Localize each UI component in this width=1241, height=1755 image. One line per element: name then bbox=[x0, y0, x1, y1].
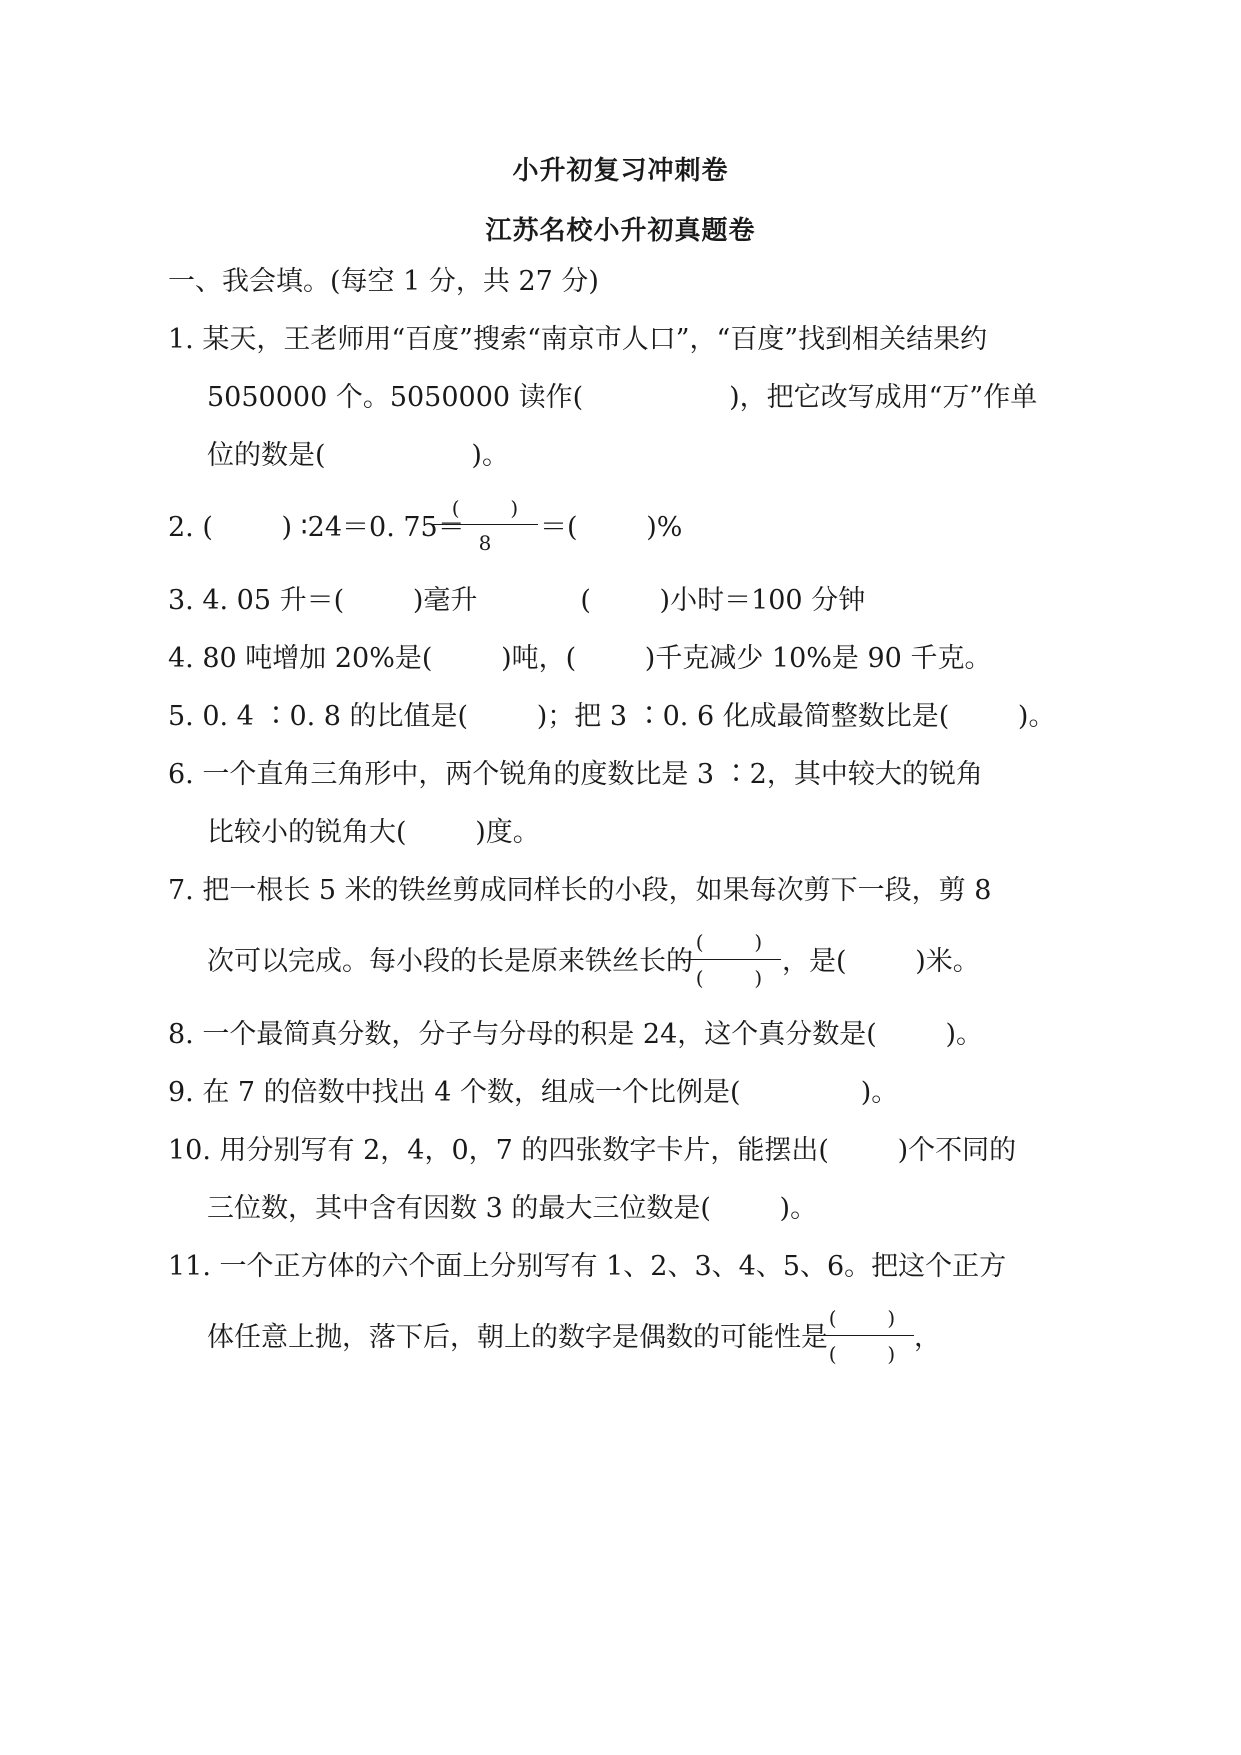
fraction-bar bbox=[810, 1335, 914, 1336]
question-11-fraction bbox=[810, 1306, 914, 1368]
question-1-line-2: 5050000 个。5050000 读作( )，把它改写成用“万”作单 bbox=[207, 382, 1038, 413]
question-10-line-2: 三位数，其中含有因数 3 的最大三位数是( )。 bbox=[207, 1193, 818, 1224]
page-title: 小升初复习冲刺卷 bbox=[512, 156, 729, 186]
fraction-bar bbox=[677, 959, 781, 960]
question-2-left: 2. ( ) ∶24＝0. 75＝ bbox=[168, 512, 465, 543]
question-4: 4. 80 吨增加 20%是( )吨，( )千克减少 10%是 90 千克。 bbox=[168, 643, 992, 674]
question-1-line-3: 位的数是( )。 bbox=[207, 440, 509, 471]
question-5: 5. 0. 4 ∶0. 8 的比值是( )；把 3 ∶0. 6 化成最简整数比是( )。 bbox=[168, 701, 1056, 732]
fraction-numerator: ( ) bbox=[695, 930, 763, 954]
question-6-line-1: 6. 一个直角三角形中，两个锐角的度数比是 3 ∶2，其中较大的锐角 bbox=[168, 759, 983, 790]
question-2-right: ＝( )% bbox=[540, 512, 683, 543]
question-2-fraction bbox=[432, 496, 538, 556]
question-7-line-2-left: 次可以完成。每小段的长是原来铁丝长的 bbox=[207, 946, 693, 977]
question-3: 3. 4. 05 升＝( )毫升 ( )小时＝100 分钟 bbox=[168, 585, 866, 616]
fraction-numerator: ( ) bbox=[451, 496, 519, 520]
question-7-fraction bbox=[677, 930, 781, 992]
fraction-denominator: ( ) bbox=[828, 1342, 896, 1366]
fraction-bar bbox=[432, 524, 538, 525]
fraction-denominator: ( ) bbox=[695, 966, 763, 990]
question-9: 9. 在 7 的倍数中找出 4 个数，组成一个比例是( )。 bbox=[168, 1077, 899, 1108]
question-11-line-1: 11. 一个正方体的六个面上分别写有 1、2、3、4、5、6。把这个正方 bbox=[168, 1251, 1007, 1282]
question-7-line-1: 7. 把一根长 5 米的铁丝剪成同样长的小段，如果每次剪下一段，剪 8 bbox=[168, 875, 992, 906]
page-subtitle: 江苏名校小升初真题卷 bbox=[485, 216, 756, 246]
question-10-line-1: 10. 用分别写有 2，4，0，7 的四张数字卡片，能摆出( )个不同的 bbox=[168, 1135, 1017, 1166]
question-6-line-2: 比较小的锐角大( )度。 bbox=[207, 817, 540, 848]
question-1-line-1: 1. 某天，王老师用“百度”搜索“南京市人口”，“百度”找到相关结果约 bbox=[168, 324, 988, 355]
question-8: 8. 一个最简真分数，分子与分母的积是 24，这个真分数是( )。 bbox=[168, 1019, 984, 1050]
question-11-line-2-right: ， bbox=[914, 1322, 941, 1353]
question-7-line-2-right: ，是( )米。 bbox=[782, 946, 980, 977]
section-heading: 一、我会填。(每空 1 分，共 27 分) bbox=[168, 266, 599, 297]
question-11-line-2-left: 体任意上抛，落下后，朝上的数字是偶数的可能性是 bbox=[207, 1322, 828, 1353]
fraction-numerator: ( ) bbox=[828, 1306, 896, 1330]
fraction-denominator: 8 bbox=[478, 531, 492, 555]
